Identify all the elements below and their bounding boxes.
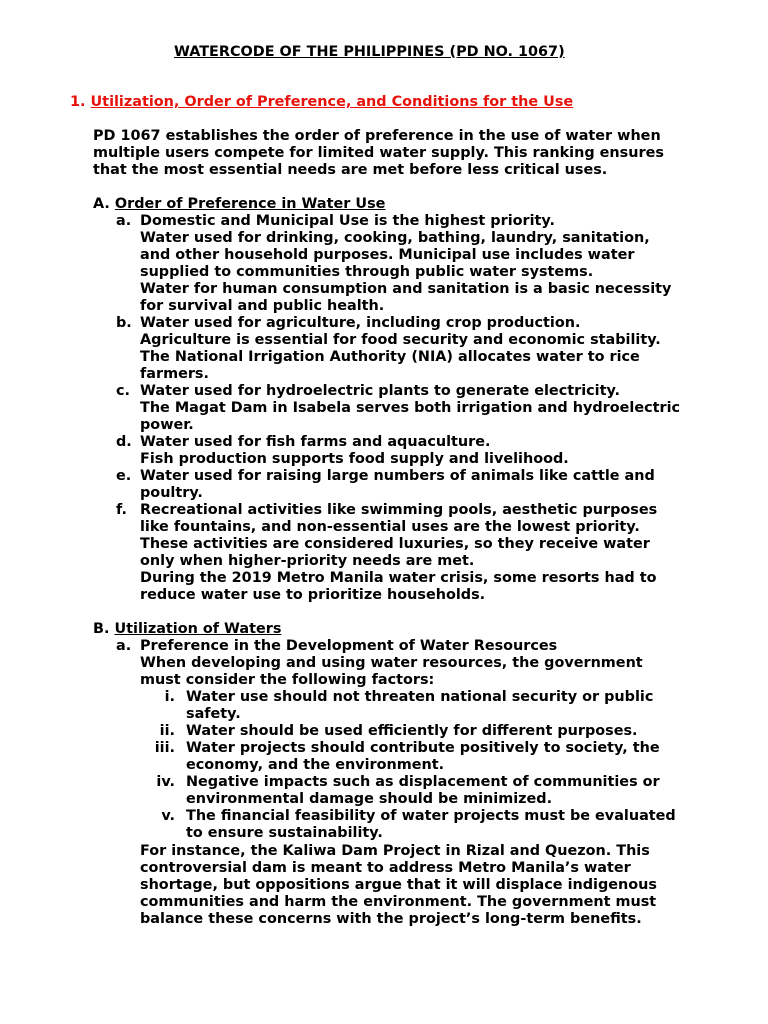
list-item-line: Recreational activities like swimming pools, aesthetic purposes [140, 502, 658, 518]
roman-marker: iv. [156, 774, 175, 790]
list-item-line: Agriculture is essential for food security and economic stability. [140, 332, 661, 348]
list-item-line: The Magat Dam in Isabela serves both irrigation and hydroelectric [140, 400, 681, 416]
closing-line: communities and harm the environment. The government must [140, 894, 657, 910]
list-item-line: When developing and using water resources, the government [140, 655, 643, 671]
list-item-line: Water used for raising large numbers of animals like cattle and [140, 468, 655, 484]
list-item-line: only when higher-priority needs are met. [140, 553, 475, 569]
factor-line: Negative impacts such as displacement of communities or [186, 774, 660, 790]
factor-line: to ensure sustainability. [186, 825, 383, 841]
list-item-line: power. [140, 417, 194, 433]
factor-line: Water use should not threaten national security or public [186, 689, 654, 705]
closing-line: shortage, but oppositions argue that it will displace indigenous [140, 877, 657, 893]
roman-marker: v. [161, 808, 175, 824]
intro-line: that the most essential needs are met before less critical uses. [93, 162, 608, 178]
list-item-line: Preference in the Development of Water Resources [140, 638, 558, 654]
factor-line: safety. [186, 706, 241, 722]
list-item-line: supplied to communities through public water systems. [140, 264, 594, 280]
subsection-b-heading [93, 621, 281, 638]
list-item-line: These activities are considered luxuries, so they receive water [140, 536, 650, 552]
list-item-line: reduce water use to prioritize households. [140, 587, 486, 603]
list-item-line: poultry. [140, 485, 203, 501]
list-item-line: farmers. [140, 366, 209, 382]
factor-line: Water projects should contribute positively to society, the [186, 740, 660, 756]
closing-line: controversial dam is meant to address Metro Manila’s water [140, 860, 631, 876]
list-item-line: Water used for agriculture, including crop production. [140, 315, 581, 331]
list-item-line: Water for human consumption and sanitation is a basic necessity [140, 281, 672, 297]
list-marker: d. [116, 434, 132, 450]
intro-line: PD 1067 establishes the order of preference in the use of water when [93, 128, 661, 144]
roman-marker: ii. [159, 723, 175, 739]
list-marker: a. [116, 638, 132, 654]
subsection-a-heading [93, 196, 385, 213]
roman-marker: i. [164, 689, 175, 705]
factor-line: Water should be used efficiently for different purposes. [186, 723, 638, 739]
section-1-heading [70, 94, 573, 111]
section-title: Utilization, Order of Preference, and Conditions for the Use [90, 94, 574, 110]
factor-line: The financial feasibility of water projects must be evaluated [186, 808, 676, 824]
document-title: WATERCODE OF THE PHILIPPINES (PD NO. 1067) [174, 44, 565, 60]
closing-line: For instance, the Kaliwa Dam Project in Rizal and Quezon. This [140, 843, 650, 859]
list-item-line: Water used for fish farms and aquaculture. [140, 434, 491, 450]
intro-line: multiple users compete for limited water supply. This ranking ensures [93, 145, 664, 161]
list-item-line: Water used for hydroelectric plants to generate electricity. [140, 383, 620, 399]
subsection-title: Order of Preference in Water Use [114, 196, 386, 212]
list-item-line: must consider the following factors: [140, 672, 435, 688]
list-marker: b. [116, 315, 132, 331]
list-marker: e. [116, 468, 132, 484]
subsection-label: B. [93, 621, 110, 637]
list-item-line: The National Irrigation Authority (NIA) allocates water to rice [140, 349, 640, 365]
closing-line: balance these concerns with the project’s long-term benefits. [140, 911, 642, 927]
section-number: 1. [70, 94, 86, 110]
factor-line: environmental damage should be minimized. [186, 791, 553, 807]
list-item-line: During the 2019 Metro Manila water crisis, some resorts had to [140, 570, 657, 586]
subsection-label: A. [93, 196, 110, 212]
roman-marker: iii. [154, 740, 175, 756]
list-marker: c. [116, 383, 130, 399]
list-item-line: and other household purposes. Municipal use includes water [140, 247, 635, 263]
list-item-line: Fish production supports food supply and livelihood. [140, 451, 569, 467]
list-item-line: for survival and public health. [140, 298, 385, 314]
subsection-title: Utilization of Waters [114, 621, 282, 637]
list-marker: a. [116, 213, 132, 229]
list-item-line: Domestic and Municipal Use is the highest priority. [140, 213, 555, 229]
factor-line: economy, and the environment. [186, 757, 445, 773]
list-item-line: Water used for drinking, cooking, bathing, laundry, sanitation, [140, 230, 650, 246]
list-marker: f. [116, 502, 127, 518]
list-item-line: like fountains, and non-essential uses are the lowest priority. [140, 519, 640, 535]
